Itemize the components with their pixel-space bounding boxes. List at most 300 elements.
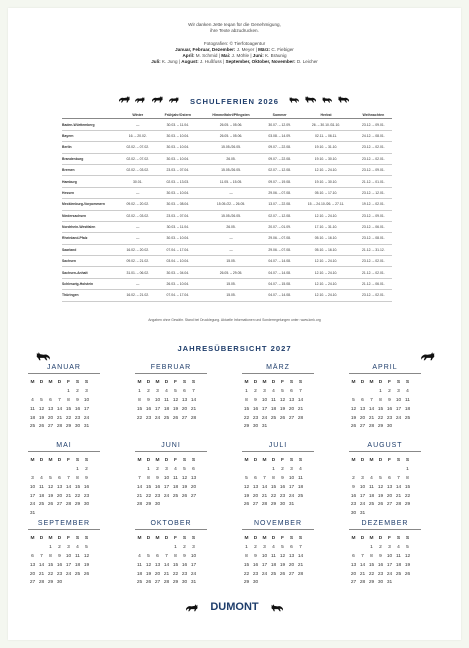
- week-row: [349, 388, 421, 397]
- holiday-cell: 15.05.: [200, 278, 262, 289]
- credits-line: Fotografien: © Tierfotoagentur: [203, 40, 266, 46]
- week-row: [242, 388, 314, 397]
- day-number: [251, 466, 260, 475]
- day-number: 11: [271, 397, 276, 403]
- day-number: 23: [74, 415, 81, 421]
- day-number: 15: [270, 484, 277, 490]
- weekday-label: M: [137, 458, 142, 463]
- week-row: [28, 544, 100, 553]
- weekday-header: [242, 379, 314, 388]
- day-number: 31: [29, 511, 36, 517]
- day-number: 24: [83, 415, 90, 421]
- weekday-label: D: [146, 380, 151, 385]
- week-row: [28, 415, 100, 424]
- holiday-cell: 30.03. – 10.04.: [156, 233, 201, 244]
- day-number: 27: [350, 580, 357, 586]
- week-row: [135, 579, 207, 588]
- weekday-label: M: [244, 380, 249, 385]
- day-number: 24: [29, 502, 36, 508]
- day-number: 15: [145, 484, 152, 490]
- day-number: 21: [190, 406, 197, 412]
- day-number: [135, 544, 144, 553]
- holiday-cell: 12.10. – 24.10.: [297, 267, 354, 278]
- week-row: [242, 397, 314, 406]
- weekday-label: F: [388, 458, 391, 463]
- week-row: [242, 475, 314, 484]
- day-number: 30: [154, 502, 161, 508]
- day-number: 25: [136, 580, 143, 586]
- week-row: [242, 571, 314, 580]
- month-november: [242, 518, 314, 597]
- day-number: 24: [386, 571, 393, 577]
- month-juli: [242, 440, 314, 519]
- day-number: 1: [49, 544, 52, 550]
- day-number: [162, 423, 171, 432]
- day-number: 15: [243, 562, 250, 568]
- day-number: 12: [47, 484, 54, 490]
- holiday-cell: 02.03. – 13.03.: [156, 176, 201, 187]
- day-number: 22: [243, 571, 250, 577]
- holiday-cell: 23.12. – 12.01.: [355, 187, 392, 198]
- weekday-label: M: [48, 458, 53, 463]
- weekday-label: D: [39, 458, 44, 463]
- day-number: 24: [288, 493, 295, 499]
- day-number: 25: [368, 502, 375, 508]
- day-number: 6: [156, 553, 159, 559]
- day-number: 9: [183, 553, 186, 559]
- day-number: 22: [270, 493, 277, 499]
- weekday-label: D: [360, 458, 365, 463]
- day-number: 15: [404, 484, 411, 490]
- day-number: [278, 579, 287, 588]
- day-number: 1: [245, 388, 248, 394]
- day-number: [260, 579, 269, 588]
- holiday-cell: 15.05./26.05.: [200, 142, 262, 153]
- day-number: 22: [377, 415, 384, 421]
- day-number: 11: [173, 475, 178, 481]
- holiday-cell: 17.10. – 31.10.: [297, 221, 354, 232]
- day-number: 29: [270, 502, 277, 508]
- day-number: 13: [288, 397, 295, 403]
- day-number: [296, 588, 305, 597]
- day-number: 19: [350, 415, 357, 421]
- day-number: 1: [272, 466, 275, 472]
- state-name: Saarland: [62, 244, 120, 255]
- column-header: Frühjahr/Ostern: [156, 112, 201, 119]
- day-number: 20: [288, 562, 295, 568]
- holiday-cell: 05.10. – 16.10.: [297, 244, 354, 255]
- day-number: 25: [29, 424, 36, 430]
- weekday-label: D: [378, 380, 383, 385]
- day-number: 20: [29, 571, 36, 577]
- month-name: JULI: [242, 440, 314, 452]
- day-number: 30: [74, 424, 81, 430]
- day-number: 21: [395, 493, 402, 499]
- day-number: 7: [138, 475, 141, 481]
- holiday-cell: 12.10. – 24.10.: [297, 278, 354, 289]
- day-number: 18: [172, 484, 179, 490]
- day-number: 15: [172, 562, 179, 568]
- day-number: [394, 579, 403, 588]
- day-number: 27: [154, 580, 161, 586]
- day-number: 21: [136, 493, 143, 499]
- holiday-cell: 16.02. – 21.02.: [120, 290, 156, 301]
- day-number: 24: [261, 415, 268, 421]
- day-number: [153, 544, 162, 553]
- day-number: 19: [145, 571, 152, 577]
- day-number: 17: [190, 562, 197, 568]
- day-number: 5: [406, 544, 409, 550]
- day-number: 28: [368, 424, 375, 430]
- weekday-label: S: [75, 458, 80, 463]
- day-number: 11: [298, 475, 303, 481]
- day-number: 15: [368, 562, 375, 568]
- weekday-label: D: [57, 536, 62, 541]
- day-number: 1: [370, 544, 373, 550]
- day-number: 3: [67, 544, 70, 550]
- weekday-label: S: [75, 536, 80, 541]
- day-number: 29: [74, 502, 81, 508]
- day-number: [144, 423, 153, 432]
- week-row: [349, 501, 421, 510]
- holiday-cell: 21.12. – 31.12.: [355, 244, 392, 255]
- day-number: 21: [297, 406, 304, 412]
- holiday-cell: 23.12. – 02.01.: [355, 142, 392, 153]
- day-number: 23: [252, 415, 259, 421]
- day-number: [153, 423, 162, 432]
- day-number: [64, 466, 73, 475]
- week-row: [135, 493, 207, 502]
- day-number: 12: [38, 406, 45, 412]
- week-row: [28, 579, 100, 588]
- day-number: 15: [74, 484, 81, 490]
- day-number: 3: [31, 475, 34, 481]
- weekday-label: S: [289, 458, 294, 463]
- day-number: 8: [406, 475, 409, 481]
- week-row: [28, 475, 100, 484]
- day-number: 4: [397, 544, 400, 550]
- holiday-cell: 09.07. – 22.08.: [262, 142, 298, 153]
- day-number: 19: [279, 406, 286, 412]
- state-name: Schleswig-Holstein: [62, 278, 120, 289]
- weekday-label: D: [378, 536, 383, 541]
- day-number: 22: [145, 493, 152, 499]
- day-number: 14: [297, 397, 304, 403]
- holiday-cell: 02.07. – 12.08.: [262, 164, 298, 175]
- week-row: [242, 562, 314, 571]
- holiday-cell: 02.02. – 07.02.: [120, 153, 156, 164]
- day-number: [46, 388, 55, 397]
- day-number: [358, 544, 367, 553]
- day-number: [46, 588, 55, 597]
- day-number: [376, 588, 385, 597]
- day-number: [358, 388, 367, 397]
- day-number: 23: [377, 571, 384, 577]
- day-number: 26: [145, 580, 152, 586]
- holiday-cell: 29.06. – 07.08.: [262, 187, 298, 198]
- day-number: 7: [263, 475, 266, 481]
- day-number: 28: [297, 415, 304, 421]
- day-number: 16: [252, 406, 259, 412]
- day-number: 13: [350, 562, 357, 568]
- weekday-label: M: [244, 536, 249, 541]
- holiday-cell: —: [120, 187, 156, 198]
- weekday-label: F: [67, 536, 70, 541]
- weekday-label: S: [84, 458, 89, 463]
- day-number: 14: [56, 406, 63, 412]
- weekday-label: S: [84, 536, 89, 541]
- week-row: [135, 484, 207, 493]
- day-number: [403, 588, 412, 597]
- weekday-label: D: [378, 458, 383, 463]
- weekday-label: M: [155, 458, 160, 463]
- weekday-label: D: [271, 458, 276, 463]
- table-row: [62, 187, 392, 198]
- table-row: [62, 278, 392, 289]
- week-row: [28, 553, 100, 562]
- day-number: 18: [270, 562, 277, 568]
- day-number: 19: [172, 406, 179, 412]
- day-number: 3: [263, 544, 266, 550]
- week-row: [28, 406, 100, 415]
- weekday-label: S: [298, 458, 303, 463]
- day-number: 3: [361, 475, 364, 481]
- day-number: 7: [165, 553, 168, 559]
- day-number: [153, 588, 162, 597]
- day-number: 16: [252, 562, 259, 568]
- day-number: 17: [288, 484, 295, 490]
- day-number: 25: [404, 415, 411, 421]
- weekday-label: D: [360, 380, 365, 385]
- day-number: 1: [67, 388, 70, 394]
- day-number: 31: [261, 424, 268, 430]
- day-number: 16: [83, 484, 90, 490]
- holiday-cell: 26.05. – 05.06.: [200, 130, 262, 141]
- day-number: 4: [272, 544, 275, 550]
- day-number: 28: [261, 502, 268, 508]
- day-number: 10: [261, 553, 268, 559]
- week-row: [349, 553, 421, 562]
- column-header: Weihnachten: [355, 112, 392, 119]
- week-row: [135, 388, 207, 397]
- day-number: [385, 588, 394, 597]
- credits-line: Juli: K. Jung | August: J. Hußfuss | September, Oktober, November: D. Leicher: [151, 59, 318, 65]
- day-number: 14: [261, 484, 268, 490]
- holiday-cell: —: [200, 244, 262, 255]
- weekday-label: S: [289, 380, 294, 385]
- day-number: 9: [281, 475, 284, 481]
- day-number: 2: [379, 544, 382, 550]
- day-number: 26: [181, 493, 188, 499]
- day-number: 26: [279, 415, 286, 421]
- month-februar: [135, 362, 207, 441]
- day-number: [251, 588, 260, 597]
- day-number: [55, 588, 64, 597]
- day-number: 22: [243, 415, 250, 421]
- week-row: [242, 544, 314, 553]
- holiday-cell: 12.10. – 24.10.: [297, 290, 354, 301]
- day-number: 3: [397, 388, 400, 394]
- day-number: 23: [56, 571, 63, 577]
- day-number: 12: [279, 553, 286, 559]
- day-number: 12: [243, 484, 250, 490]
- day-number: 18: [368, 493, 375, 499]
- day-number: 10: [65, 553, 72, 559]
- day-number: 27: [56, 502, 63, 508]
- day-number: 5: [174, 388, 177, 394]
- day-number: 14: [368, 406, 375, 412]
- day-number: [358, 588, 367, 597]
- day-number: 7: [40, 553, 43, 559]
- holiday-cell: 15.05.: [200, 256, 262, 267]
- day-number: 13: [252, 484, 259, 490]
- day-number: 8: [76, 475, 79, 481]
- day-number: 3: [192, 544, 195, 550]
- month-august: [349, 440, 421, 519]
- day-number: [55, 466, 64, 475]
- day-number: 16: [377, 562, 384, 568]
- state-name: Sachsen: [62, 256, 120, 267]
- day-number: 4: [165, 388, 168, 394]
- day-number: 21: [163, 571, 170, 577]
- week-row: [135, 553, 207, 562]
- day-number: [367, 466, 376, 475]
- holiday-cell: 23.12. – 02.01.: [355, 153, 392, 164]
- day-number: 6: [361, 397, 364, 403]
- weekday-label: F: [174, 380, 177, 385]
- day-number: 15: [136, 406, 143, 412]
- day-number: 3: [263, 388, 266, 394]
- holiday-cell: 12.10. – 24.10.: [297, 256, 354, 267]
- holidays-header-row: [62, 112, 392, 119]
- state-name: Rheinland-Pfalz: [62, 233, 120, 244]
- day-number: 3: [388, 544, 391, 550]
- weekday-label: M: [30, 458, 35, 463]
- weekday-label: D: [146, 458, 151, 463]
- day-number: 30: [252, 580, 259, 586]
- table-row: [62, 153, 392, 164]
- holiday-cell: 16. – 20.02.: [120, 130, 156, 141]
- day-number: 19: [47, 493, 54, 499]
- day-number: 8: [272, 475, 275, 481]
- weekday-label: M: [351, 380, 356, 385]
- holiday-cell: 30.01.: [120, 176, 156, 187]
- weekday-label: D: [253, 536, 258, 541]
- day-number: 18: [136, 571, 143, 577]
- holiday-cell: 29.06. – 07.08.: [262, 233, 298, 244]
- week-row: [349, 466, 421, 475]
- week-row: [135, 423, 207, 432]
- day-number: 7: [361, 553, 364, 559]
- weekday-label: D: [57, 458, 62, 463]
- day-number: 22: [172, 571, 179, 577]
- week-row: [28, 484, 100, 493]
- day-number: 9: [388, 397, 391, 403]
- day-number: 31: [83, 424, 90, 430]
- day-number: [394, 588, 403, 597]
- day-number: 11: [30, 406, 35, 412]
- calendar-title: JAHRESÜBERSICHT 2027: [177, 344, 292, 353]
- month-name: NOVEMBER: [242, 518, 314, 530]
- holiday-cell: 03.04. – 10.04.: [156, 256, 201, 267]
- day-number: 28: [297, 571, 304, 577]
- holiday-cell: 24.12. – 08.01.: [355, 130, 392, 141]
- weekday-label: S: [182, 380, 187, 385]
- holiday-cell: 21.12. – 06.01.: [355, 278, 392, 289]
- day-number: 3: [290, 466, 293, 472]
- holiday-cell: 21.12. – 01.01.: [355, 176, 392, 187]
- day-number: 21: [65, 493, 72, 499]
- weekday-label: S: [405, 380, 410, 385]
- day-number: 28: [65, 502, 72, 508]
- day-number: 20: [288, 406, 295, 412]
- day-number: 30: [181, 580, 188, 586]
- day-number: 19: [83, 562, 90, 568]
- day-number: 17: [395, 406, 402, 412]
- day-number: 17: [261, 562, 268, 568]
- day-number: 8: [245, 397, 248, 403]
- day-number: 21: [297, 562, 304, 568]
- day-number: 12: [377, 484, 384, 490]
- day-number: 11: [405, 397, 410, 403]
- day-number: [162, 501, 171, 510]
- day-number: [28, 544, 37, 553]
- day-number: 12: [404, 553, 411, 559]
- day-number: 10: [154, 397, 161, 403]
- day-number: 28: [56, 424, 63, 430]
- weekday-header: [349, 535, 421, 544]
- week-row: [242, 553, 314, 562]
- day-number: 20: [181, 406, 188, 412]
- month-name: SEPTEMBER: [28, 518, 100, 530]
- day-number: 7: [397, 475, 400, 481]
- day-number: 5: [281, 388, 284, 394]
- holiday-cell: 26.05. – 29.05.: [200, 267, 262, 278]
- weekday-label: M: [137, 380, 142, 385]
- weekday-label: D: [146, 536, 151, 541]
- day-number: 10: [83, 397, 90, 403]
- day-number: 27: [190, 493, 197, 499]
- day-number: 17: [83, 406, 90, 412]
- weekday-label: F: [67, 380, 70, 385]
- day-number: 19: [243, 493, 250, 499]
- day-number: 26: [377, 502, 384, 508]
- day-number: 18: [395, 562, 402, 568]
- day-number: 22: [47, 571, 54, 577]
- day-number: 11: [396, 553, 401, 559]
- day-number: 4: [76, 544, 79, 550]
- day-number: 11: [75, 553, 80, 559]
- day-number: 19: [279, 562, 286, 568]
- day-number: 19: [404, 562, 411, 568]
- weekday-label: S: [396, 458, 401, 463]
- holiday-cell: 19.12. – 02.01.: [355, 199, 392, 210]
- day-number: [242, 588, 251, 597]
- week-row: [242, 415, 314, 424]
- weekday-label: M: [30, 380, 35, 385]
- day-number: [82, 588, 91, 597]
- week-row: [349, 423, 421, 432]
- weekday-header: [135, 379, 207, 388]
- day-number: 16: [386, 406, 393, 412]
- day-number: 9: [58, 553, 61, 559]
- weekday-label: D: [271, 380, 276, 385]
- day-number: 25: [270, 571, 277, 577]
- day-number: 7: [67, 475, 70, 481]
- day-number: 22: [404, 493, 411, 499]
- day-number: 24: [154, 415, 161, 421]
- day-number: 17: [386, 562, 393, 568]
